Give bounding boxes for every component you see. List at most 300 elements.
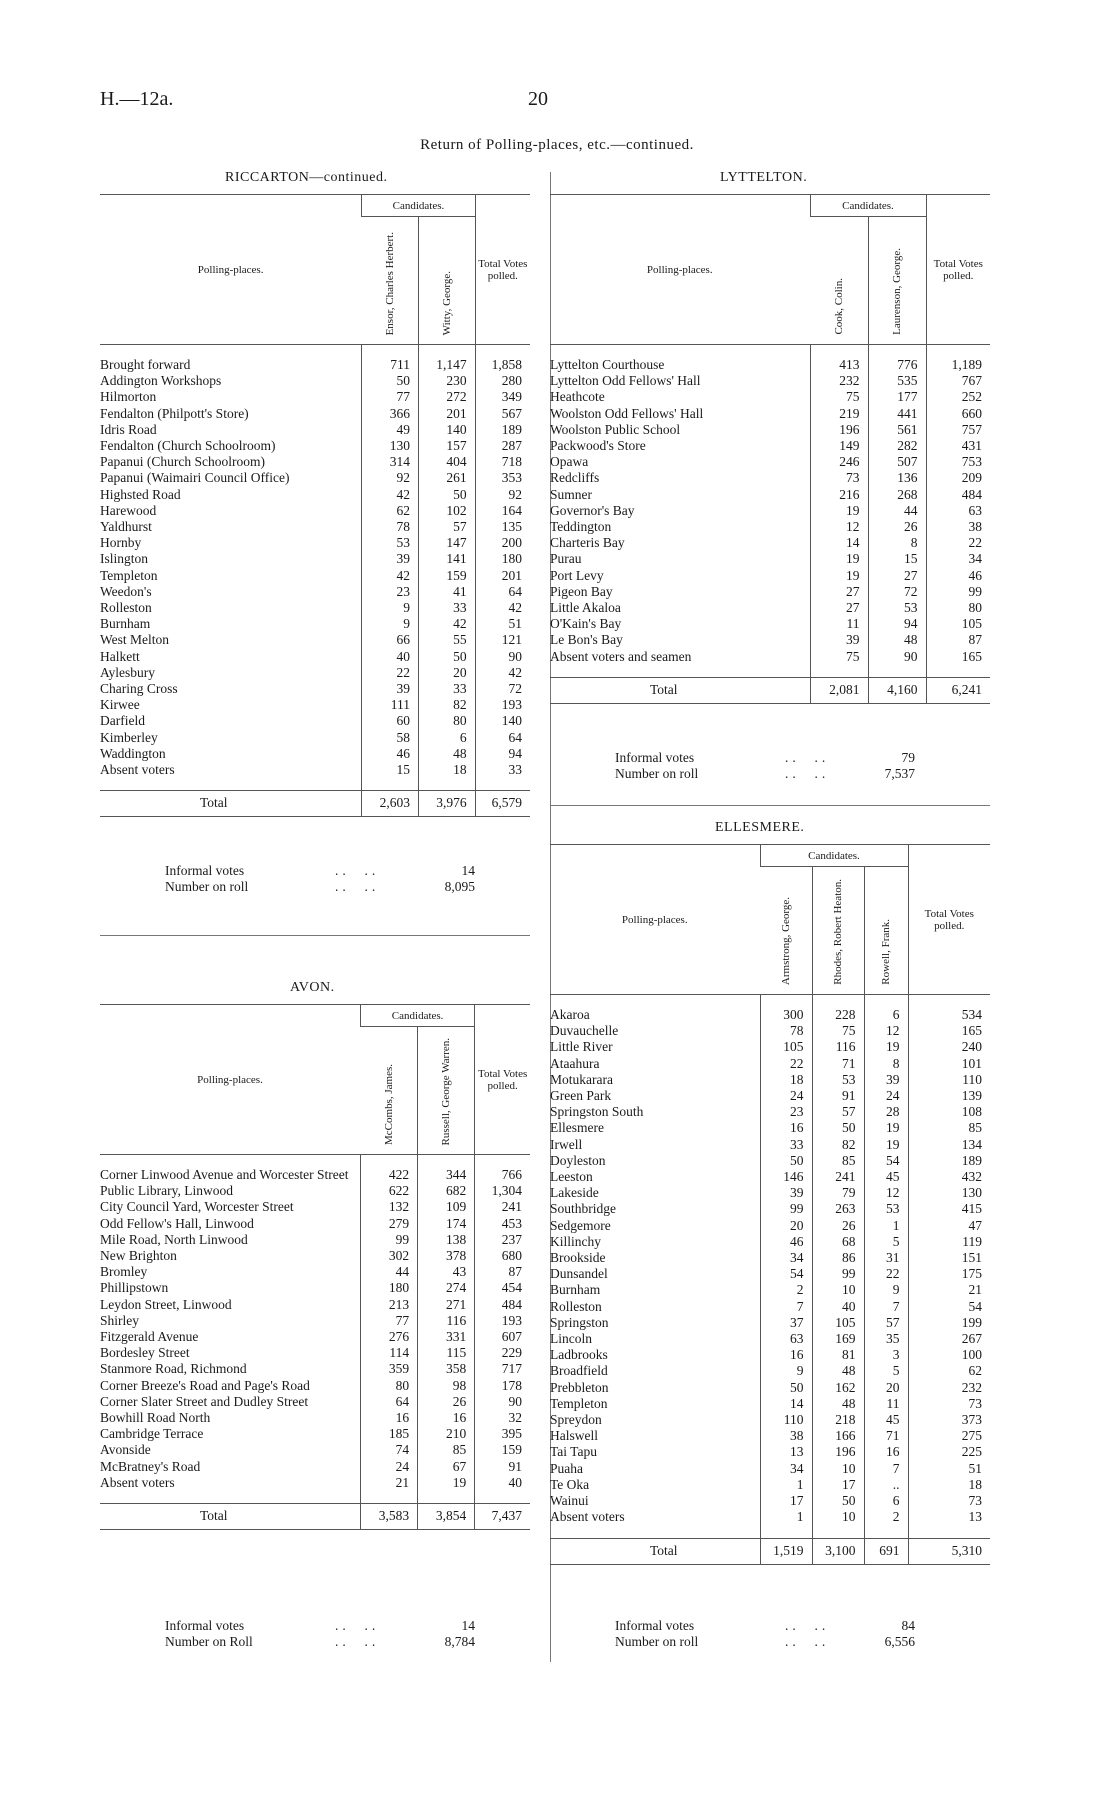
riccarton-title: RICCARTON—continued. [225, 170, 388, 185]
total-votes-cell: 62 [908, 1363, 990, 1379]
candidate-votes-cell: 42 [362, 568, 419, 584]
polling-place-name: Darfield [100, 713, 145, 729]
candidate-votes-cell: 26 [418, 1394, 475, 1410]
total-votes-cell: 72 [475, 681, 530, 697]
candidate-votes-cell: 38 [760, 1428, 812, 1444]
table-row [550, 454, 990, 470]
polling-place-name: Lincoln [550, 1331, 592, 1347]
candidate-votes-cell: 196 [810, 422, 868, 438]
total-votes-cell: 454 [475, 1280, 530, 1296]
table-row [100, 1216, 530, 1232]
candidate-votes-cell: 219 [810, 406, 868, 422]
candidate-votes-cell: 16 [360, 1410, 417, 1426]
candidate-votes-cell: 13 [760, 1444, 812, 1460]
total-votes-cell: 64 [475, 730, 530, 746]
polling-place-name: Odd Fellow's Hall, Linwood [100, 1215, 254, 1231]
polling-place-name: Halswell [550, 1428, 598, 1444]
candidate-votes-cell: 28 [864, 1104, 908, 1120]
polling-place-name: Absent voters [100, 762, 175, 778]
table-row [550, 1331, 990, 1347]
total-votes-cell: 73 [908, 1493, 990, 1509]
ellesmere-table [550, 844, 990, 1565]
candidate-votes-cell: 5 [864, 1234, 908, 1250]
number-on-roll-value: 8,784 [444, 1634, 475, 1649]
total-row [100, 791, 530, 817]
total-votes-cell: 349 [475, 389, 530, 405]
table-row [100, 1329, 530, 1345]
candidate-votes-cell: 16 [864, 1444, 908, 1460]
candidate-votes-cell: 33 [418, 681, 475, 697]
total-votes-cell: 85 [908, 1120, 990, 1136]
candidate-votes-cell: 42 [418, 616, 475, 632]
polling-place-name: Harewood [100, 502, 157, 518]
candidate-votes-cell: 711 [362, 357, 419, 373]
informal-votes-label: Informal votes [615, 1618, 695, 1633]
candidate-votes-cell: 82 [812, 1137, 864, 1153]
candidate-votes-cell: 114 [360, 1345, 417, 1361]
total-votes-cell: 47 [908, 1218, 990, 1234]
candidate-votes-cell: 27 [868, 568, 926, 584]
polling-place-name: Weedon's [100, 583, 152, 599]
candidate-votes-cell: 75 [810, 389, 868, 405]
candidate-votes-cell: 16 [760, 1120, 812, 1136]
total-votes-cell: 232 [908, 1380, 990, 1396]
candidate-votes-cell: 111 [362, 697, 419, 713]
candidate-votes-cell: 162 [812, 1380, 864, 1396]
total-votes-cell: 164 [475, 503, 530, 519]
informal-votes-value: 14 [461, 863, 475, 878]
candidate-votes-cell: 441 [868, 406, 926, 422]
avon-title: AVON. [290, 980, 335, 995]
total-votes-cell: 175 [908, 1266, 990, 1282]
candidate-votes-cell: 3 [864, 1347, 908, 1363]
lyttelton-title: LYTTELTON. [720, 170, 808, 185]
candidate-votes-cell: 344 [418, 1167, 475, 1183]
candidate-votes-cell: 23 [362, 584, 419, 600]
table-row [100, 1410, 530, 1426]
candidate-votes-cell: 21 [360, 1475, 417, 1491]
polling-place-name: Redcliffs [550, 470, 600, 486]
total-votes-header: Total Votes polled. [475, 1005, 530, 1155]
candidate-votes-cell: 404 [418, 454, 475, 470]
candidate-votes-cell: 218 [812, 1412, 864, 1428]
candidate-votes-cell: 75 [810, 649, 868, 665]
total-votes-cell: 46 [926, 568, 990, 584]
candidate-votes-cell: 50 [812, 1120, 864, 1136]
total-votes-cell: 201 [475, 568, 530, 584]
table-row [550, 1428, 990, 1444]
total-votes-cell: 757 [926, 422, 990, 438]
table-row [550, 551, 990, 567]
table-row [550, 1509, 990, 1525]
table-row [550, 1185, 990, 1201]
candidate-votes-cell: 27 [810, 584, 868, 600]
table-row [550, 1444, 990, 1460]
candidate-votes-cell: 54 [760, 1266, 812, 1282]
page-reference: H.—12a. [100, 88, 174, 110]
candidate-votes-cell: 230 [418, 373, 475, 389]
table-row [550, 649, 990, 665]
polling-place-name: Fitzgerald Avenue [100, 1329, 199, 1345]
table-row [550, 1137, 990, 1153]
total-value: 1,519 [760, 1538, 812, 1564]
total-votes-cell: 660 [926, 406, 990, 422]
candidate-votes-cell: 201 [418, 406, 475, 422]
candidates-header: Candidates. [362, 195, 475, 217]
table-row [100, 1426, 530, 1442]
lyttelton-footer-rule [550, 805, 990, 806]
number-on-roll-label: Number on roll [165, 879, 249, 894]
table-row [550, 1282, 990, 1298]
candidate-votes-cell: 159 [418, 568, 475, 584]
candidate-votes-cell: 64 [360, 1394, 417, 1410]
polling-place-name: Tai Tapu [550, 1444, 597, 1460]
candidate-votes-cell: 86 [812, 1250, 864, 1266]
total-votes-cell: 200 [475, 535, 530, 551]
candidate-votes-cell: 39 [362, 551, 419, 567]
candidate-votes-cell: 50 [760, 1153, 812, 1169]
polling-place-name: Sumner [550, 486, 592, 502]
candidate-votes-cell: 75 [812, 1023, 864, 1039]
candidate-votes-cell: 12 [864, 1185, 908, 1201]
polling-place-name: Templeton [100, 567, 158, 583]
polling-place-name: Rolleston [100, 600, 152, 616]
candidate-votes-cell: 6 [418, 730, 475, 746]
table-row [100, 746, 530, 762]
total-votes-cell: 607 [475, 1329, 530, 1345]
total-votes-cell: 121 [475, 632, 530, 648]
total-votes-cell: 1,858 [475, 357, 530, 373]
candidate-votes-cell: 507 [868, 454, 926, 470]
number-on-roll-label: Number on Roll [165, 1634, 253, 1649]
table-row [550, 1039, 990, 1055]
informal-votes-value: 84 [901, 1618, 915, 1633]
candidate-votes-cell: 216 [810, 487, 868, 503]
table-row [550, 1266, 990, 1282]
table-row [100, 1199, 530, 1215]
table-row [100, 373, 530, 389]
candidate-votes-cell: 81 [812, 1347, 864, 1363]
polling-place-name: Burnham [100, 616, 151, 632]
candidate-votes-cell: 80 [360, 1378, 417, 1394]
total-votes-cell: 130 [908, 1185, 990, 1201]
candidate-votes-cell: 34 [760, 1250, 812, 1266]
candidate-votes-cell: 40 [362, 649, 419, 665]
candidate-votes-cell: 19 [864, 1137, 908, 1153]
polling-place-name: Leeston [550, 1169, 593, 1185]
candidate-votes-cell: 77 [362, 389, 419, 405]
candidate-votes-cell: 18 [760, 1072, 812, 1088]
polling-place-name: Corner Linwood Avenue and Worcester Street [100, 1167, 349, 1182]
table-row [100, 1313, 530, 1329]
riccarton-table [100, 194, 530, 817]
candidate-votes-cell: 73 [810, 470, 868, 486]
candidate-votes-cell: 71 [864, 1428, 908, 1444]
candidate-votes-cell: 11 [810, 616, 868, 632]
candidate-votes-cell: 22 [864, 1266, 908, 1282]
table-row [550, 1088, 990, 1104]
table-row [550, 1315, 990, 1331]
total-label: Total [100, 791, 362, 817]
candidate-votes-cell: 1 [864, 1218, 908, 1234]
table-row [100, 1248, 530, 1264]
polling-place-name: Motukarara [550, 1071, 613, 1087]
total-votes-cell: 431 [926, 438, 990, 454]
candidate-votes-cell: 20 [864, 1380, 908, 1396]
table-row [100, 487, 530, 503]
table-row [550, 438, 990, 454]
candidate-votes-cell: 24 [360, 1459, 417, 1475]
total-votes-cell: 99 [926, 584, 990, 600]
table-row [100, 1442, 530, 1458]
candidate-votes-cell: 12 [864, 1023, 908, 1039]
candidate-votes-cell: 682 [418, 1183, 475, 1199]
total-value: 3,854 [418, 1504, 475, 1530]
candidate-votes-cell: 147 [418, 535, 475, 551]
table-row [550, 1461, 990, 1477]
candidate-votes-cell: 98 [418, 1378, 475, 1394]
candidate-votes-cell: 45 [864, 1169, 908, 1185]
polling-place-name: Green Park [550, 1088, 612, 1104]
candidate-votes-cell: 22 [760, 1056, 812, 1072]
total-votes-cell: 353 [475, 470, 530, 486]
polling-place-name: Brought forward [100, 357, 191, 372]
candidate-votes-cell: 271 [418, 1297, 475, 1313]
polling-place-name: Highsted Road [100, 486, 181, 502]
table-row [550, 373, 990, 389]
candidate-votes-cell: 90 [868, 649, 926, 665]
polling-place-name: Akaroa [550, 1007, 590, 1022]
polling-place-name: Papanui (Waimairi Council Office) [100, 470, 290, 486]
candidate-votes-cell: 20 [418, 665, 475, 681]
polling-place-name: Public Library, Linwood [100, 1183, 233, 1199]
polling-place-name: Fendalton (Philpott's Store) [100, 405, 249, 421]
polling-place-name: Phillipstown [100, 1280, 169, 1296]
number-on-roll-value: 8,095 [444, 879, 475, 894]
candidate-votes-cell: 66 [362, 632, 419, 648]
number-on-roll-label: Number on roll [615, 766, 699, 781]
table-row [550, 1169, 990, 1185]
table-row [550, 1299, 990, 1315]
polling-place-name: Bordesley Street [100, 1345, 190, 1361]
table-row [550, 1396, 990, 1412]
number-on-roll-value: 6,556 [884, 1634, 915, 1649]
table-row [550, 1250, 990, 1266]
table-row [550, 1007, 990, 1023]
table-row [100, 535, 530, 551]
polling-place-name: Avonside [100, 1442, 151, 1458]
polling-place-name: Islington [100, 551, 149, 567]
polling-place-name: New Brighton [100, 1248, 177, 1264]
candidate-votes-cell: .. [864, 1477, 908, 1493]
total-votes-cell: 415 [908, 1201, 990, 1217]
total-votes-cell: 165 [926, 649, 990, 665]
total-row [550, 677, 990, 703]
total-votes-cell: 135 [475, 519, 530, 535]
candidate-votes-cell: 68 [812, 1234, 864, 1250]
polling-place-name: Corner Slater Street and Dudley Street [100, 1393, 309, 1409]
table-row [550, 1056, 990, 1072]
candidate-votes-cell: 53 [868, 600, 926, 616]
total-votes-cell: 40 [475, 1475, 530, 1491]
candidate-name: McCombs, James. [382, 1064, 395, 1145]
candidate-votes-cell: 413 [810, 357, 868, 373]
total-votes-cell: 453 [475, 1216, 530, 1232]
polling-place-name: Spreydon [550, 1412, 602, 1428]
table-row [100, 1345, 530, 1361]
table-row [550, 1120, 990, 1136]
total-votes-cell: 534 [908, 1007, 990, 1023]
candidate-votes-cell: 35 [864, 1331, 908, 1347]
polling-place-name: McBratney's Road [100, 1458, 201, 1474]
total-value: 7,437 [475, 1504, 530, 1530]
candidate-votes-cell: 279 [360, 1216, 417, 1232]
candidate-votes-cell: 92 [362, 470, 419, 486]
candidate-votes-cell: 16 [418, 1410, 475, 1426]
total-votes-cell: 51 [475, 616, 530, 632]
total-votes-cell: 199 [908, 1315, 990, 1331]
table-row [550, 1477, 990, 1493]
candidate-votes-cell: 358 [418, 1361, 475, 1377]
table-row [550, 389, 990, 405]
candidate-votes-cell: 78 [362, 519, 419, 535]
table-row [550, 1023, 990, 1039]
polling-place-name: Rolleston [550, 1298, 602, 1314]
candidate-votes-cell: 27 [810, 600, 868, 616]
total-value: 4,160 [868, 677, 926, 703]
polling-place-name: Pigeon Bay [550, 583, 613, 599]
candidate-votes-cell: 561 [868, 422, 926, 438]
candidate-votes-cell: 1 [760, 1509, 812, 1525]
candidate-votes-cell: 6 [864, 1007, 908, 1023]
total-votes-cell: 87 [475, 1264, 530, 1280]
polling-place-name: Templeton [550, 1395, 608, 1411]
polling-place-name: Purau [550, 551, 582, 567]
informal-votes-value: 14 [461, 1618, 475, 1633]
total-votes-cell: 94 [475, 746, 530, 762]
polling-place-name: Lyttelton Courthouse [550, 357, 665, 372]
polling-place-name: Little River [550, 1039, 613, 1055]
candidate-votes-cell: 105 [812, 1315, 864, 1331]
candidate-votes-cell: 48 [812, 1363, 864, 1379]
candidate-votes-cell: 18 [418, 762, 475, 778]
table-row [100, 1475, 530, 1491]
total-votes-cell: 73 [908, 1396, 990, 1412]
candidate-votes-cell: 19 [810, 551, 868, 567]
candidate-votes-cell: 24 [864, 1088, 908, 1104]
total-value: 2,081 [810, 677, 868, 703]
table-row [550, 584, 990, 600]
candidate-votes-cell: 55 [418, 632, 475, 648]
candidate-votes-cell: 268 [868, 487, 926, 503]
table-row [100, 438, 530, 454]
table-row [550, 1380, 990, 1396]
table-row [100, 470, 530, 486]
total-votes-cell: 64 [475, 584, 530, 600]
total-votes-cell: 753 [926, 454, 990, 470]
candidate-name: Rhodes, Robert Heaton. [832, 879, 844, 985]
total-votes-cell: 484 [926, 487, 990, 503]
candidate-votes-cell: 132 [360, 1199, 417, 1215]
candidate-votes-cell: 174 [418, 1216, 475, 1232]
total-votes-cell: 1,304 [475, 1183, 530, 1199]
candidate-votes-cell: 53 [864, 1201, 908, 1217]
candidate-votes-cell: 246 [810, 454, 868, 470]
polling-place-name: Hornby [100, 535, 142, 551]
total-row [550, 1538, 990, 1564]
candidate-votes-cell: 140 [418, 422, 475, 438]
total-votes-cell: 100 [908, 1347, 990, 1363]
candidate-votes-cell: 17 [760, 1493, 812, 1509]
total-votes-cell: 189 [475, 422, 530, 438]
candidate-votes-cell: 33 [418, 600, 475, 616]
number-on-roll-value: 7,537 [884, 766, 915, 781]
polling-place-name: Aylesbury [100, 664, 156, 680]
candidate-votes-cell: 535 [868, 373, 926, 389]
total-label: Total [550, 1538, 760, 1564]
candidate-votes-cell: 166 [812, 1428, 864, 1444]
candidate-votes-cell: 99 [760, 1201, 812, 1217]
candidate-votes-cell: 50 [812, 1493, 864, 1509]
candidate-votes-cell: 5 [864, 1363, 908, 1379]
candidate-votes-cell: 39 [810, 632, 868, 648]
candidate-votes-cell: 2 [760, 1282, 812, 1298]
polling-place-name: Teddington [550, 519, 612, 535]
candidate-votes-cell: 116 [418, 1313, 475, 1329]
polling-place-name: Charing Cross [100, 681, 178, 697]
total-label: Total [100, 1504, 360, 1530]
polling-place-name: Southbridge [550, 1201, 616, 1217]
candidate-votes-cell: 63 [760, 1331, 812, 1347]
total-votes-cell: 252 [926, 389, 990, 405]
table-row [550, 535, 990, 551]
candidate-votes-cell: 37 [760, 1315, 812, 1331]
candidate-votes-cell: 7 [864, 1461, 908, 1477]
total-votes-cell: 33 [475, 762, 530, 778]
candidate-votes-cell: 99 [360, 1232, 417, 1248]
candidate-votes-cell: 48 [812, 1396, 864, 1412]
polling-place-name: West Melton [100, 632, 170, 648]
candidate-votes-cell: 85 [418, 1442, 475, 1458]
table-row [550, 470, 990, 486]
candidate-votes-cell: 53 [812, 1072, 864, 1088]
candidate-votes-cell: 185 [360, 1426, 417, 1442]
polling-place-name: Kirwee [100, 697, 140, 713]
polling-place-name: Little Akaloa [550, 600, 621, 616]
total-votes-cell: 63 [926, 503, 990, 519]
total-votes-cell: 209 [926, 470, 990, 486]
total-votes-cell: 1,189 [926, 357, 990, 373]
candidate-name: Ensor, Charles Herbert. [383, 231, 396, 335]
polling-place-name: Kimberley [100, 729, 158, 745]
polling-place-name: Prebbleton [550, 1379, 609, 1395]
total-votes-cell: 42 [475, 665, 530, 681]
total-value: 3,976 [418, 791, 475, 817]
candidate-votes-cell: 105 [760, 1039, 812, 1055]
polling-place-name: Fendalton (Church Schoolroom) [100, 438, 276, 454]
candidate-votes-cell: 16 [760, 1347, 812, 1363]
polling-place-name: Lakeside [550, 1185, 599, 1201]
table-row [550, 1201, 990, 1217]
total-votes-cell: 373 [908, 1412, 990, 1428]
candidate-votes-cell: 85 [812, 1153, 864, 1169]
table-row [550, 503, 990, 519]
candidate-votes-cell: 302 [360, 1248, 417, 1264]
polling-place-name: Addington Workshops [100, 373, 222, 389]
informal-votes-value: 79 [901, 750, 915, 765]
table-row [100, 357, 530, 373]
total-votes-cell: 717 [475, 1361, 530, 1377]
